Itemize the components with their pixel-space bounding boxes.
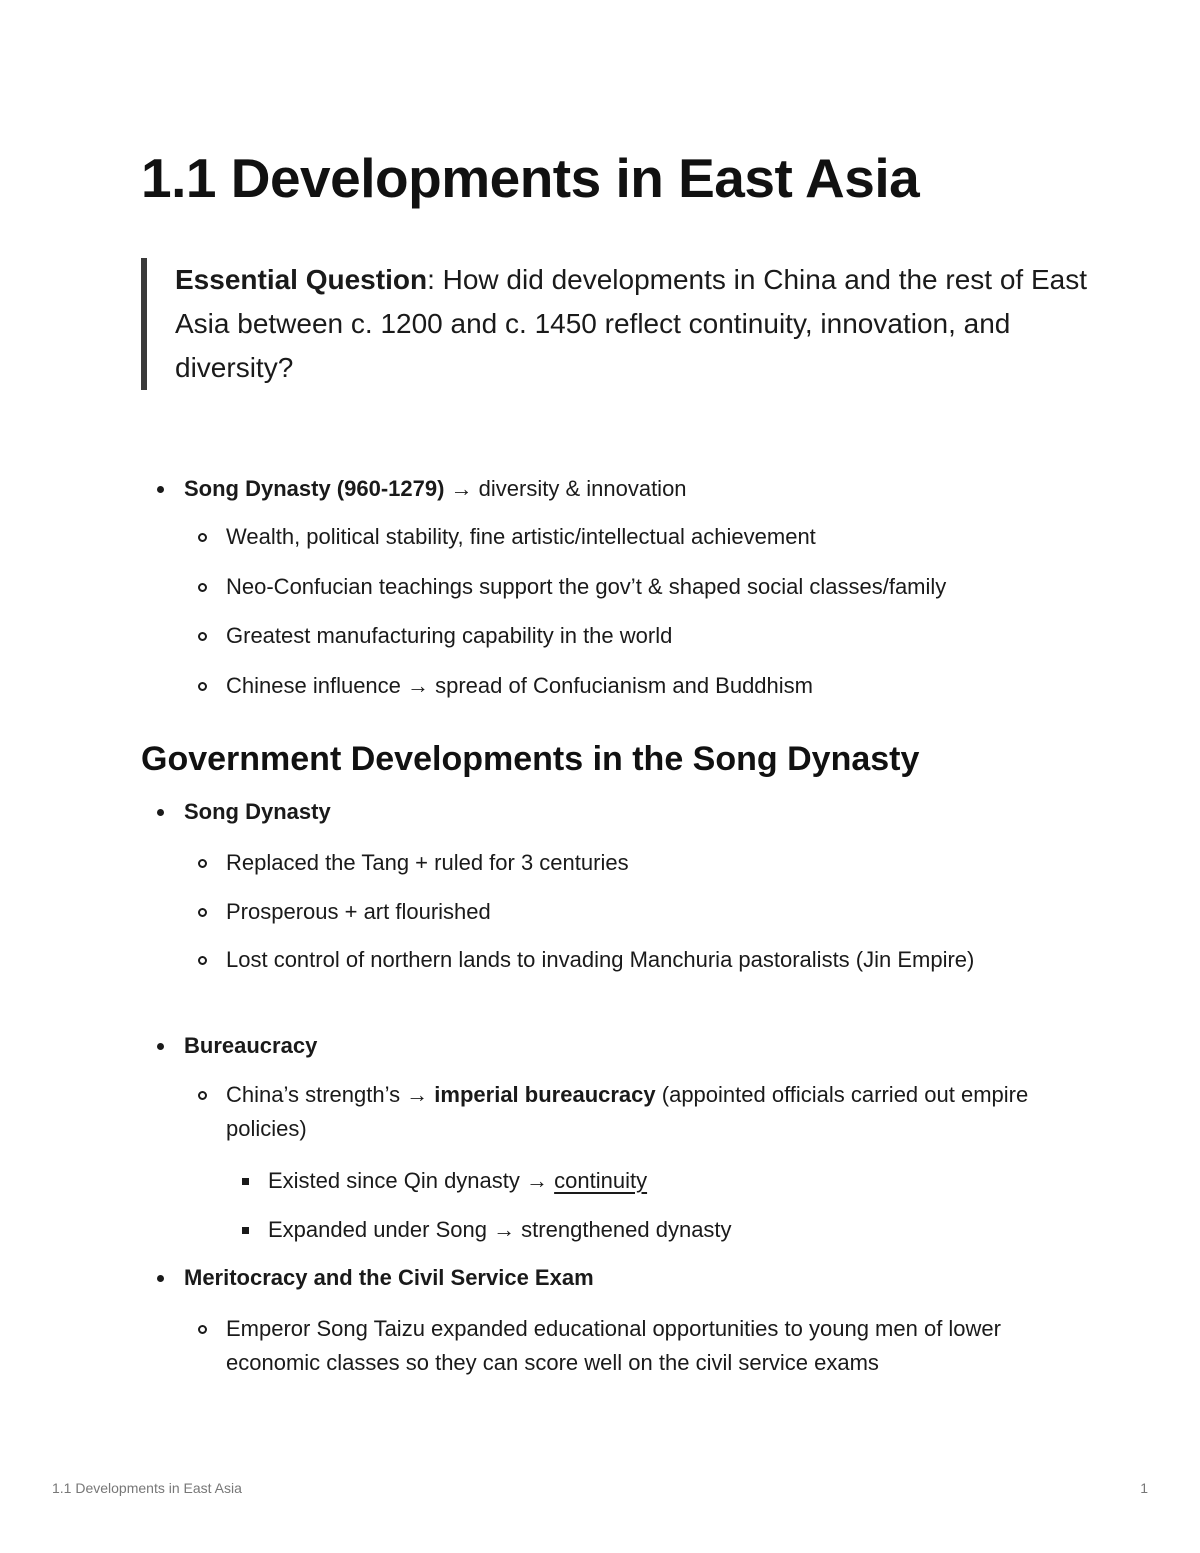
list-item-text: Greatest manufacturing capability in the world bbox=[226, 623, 673, 648]
list-item-song-dynasty-intro bbox=[141, 473, 687, 505]
bullet-disc-icon bbox=[157, 1043, 164, 1050]
list-item bbox=[184, 570, 1064, 604]
bullet-circle-icon bbox=[198, 908, 207, 917]
intro-bold: Song Dynasty (960-1279) bbox=[184, 476, 445, 501]
bullet-circle-icon bbox=[198, 632, 207, 641]
list-item-text: Replaced the Tang + ruled for 3 centuries bbox=[226, 850, 629, 875]
list-item-text: Chinese influence → spread of Confucianism and Buddhism bbox=[226, 673, 813, 698]
section-heading: Government Developments in the Song Dynasty bbox=[141, 740, 920, 778]
list-item bbox=[184, 1078, 1064, 1146]
bullet-circle-icon bbox=[198, 859, 207, 868]
intro-rest: → diversity & innovation bbox=[444, 476, 687, 501]
list-item-text: Wealth, political stability, fine artistic/intellectual achievement bbox=[226, 524, 816, 549]
bullet-circle-icon bbox=[198, 1091, 207, 1100]
list-item-label: Meritocracy and the Civil Service Exam bbox=[184, 1265, 594, 1290]
list-item-text: (appointed officials carried out empire policies) bbox=[226, 1082, 1029, 1141]
list-item-song-dynasty bbox=[141, 796, 331, 828]
bullet-square-icon bbox=[242, 1227, 249, 1234]
list-item bbox=[226, 1165, 1086, 1197]
list-item-label: Bureaucracy bbox=[184, 1033, 318, 1058]
imperial-bureaucracy-term: imperial bureaucracy bbox=[434, 1082, 656, 1107]
bullet-disc-icon bbox=[157, 809, 164, 816]
essential-question-text: How did developments in China and the rest of East Asia between c. 1200 and c. 1450 reflect continuity, innovation, and diversity? bbox=[175, 264, 1088, 383]
list-item bbox=[184, 846, 1064, 880]
list-item bbox=[184, 895, 1064, 929]
list-item bbox=[184, 669, 1064, 703]
footer-title: 1.1 Developments in East Asia bbox=[52, 1480, 242, 1496]
list-item-meritocracy bbox=[141, 1262, 594, 1294]
bullet-circle-icon bbox=[198, 533, 207, 542]
essential-question-label: Essential Question bbox=[175, 264, 428, 295]
list-item bbox=[184, 619, 1064, 653]
essential-question-callout bbox=[141, 258, 1105, 390]
list-item bbox=[184, 1312, 1064, 1380]
list-item-text: Emperor Song Taizu expanded educational opportunities to young men of lower economic classes so they can score well on the civil service exams bbox=[226, 1316, 1001, 1375]
list-item-text: China’s strength’s → bbox=[226, 1082, 435, 1107]
bullet-circle-icon bbox=[198, 956, 207, 965]
bullet-disc-icon bbox=[157, 1275, 164, 1282]
list-item-text: Prosperous + art flourished bbox=[226, 899, 491, 924]
essential-question-separator: : bbox=[427, 264, 435, 295]
bullet-square-icon bbox=[242, 1178, 249, 1185]
list-item-label: Song Dynasty bbox=[184, 799, 331, 824]
bullet-circle-icon bbox=[198, 682, 207, 691]
list-item-text: Lost control of northern lands to invading Manchuria pastoralists (Jin Empire) bbox=[226, 947, 975, 972]
bullet-disc-icon bbox=[157, 486, 164, 493]
list-item bbox=[226, 1214, 1086, 1246]
bullet-circle-icon bbox=[198, 1325, 207, 1334]
list-item-text: Neo-Confucian teachings support the gov’t & shaped social classes/family bbox=[226, 574, 947, 599]
continuity-term: continuity bbox=[554, 1168, 648, 1193]
page-number: 1 bbox=[1140, 1480, 1148, 1496]
page-title: 1.1 Developments in East Asia bbox=[141, 147, 920, 209]
list-item-bureaucracy bbox=[141, 1030, 317, 1062]
list-item-text: Expanded under Song → strengthened dynasty bbox=[268, 1217, 732, 1242]
list-item-text: Existed since Qin dynasty → bbox=[268, 1168, 555, 1193]
list-item bbox=[184, 943, 1064, 977]
bullet-circle-icon bbox=[198, 583, 207, 592]
list-item bbox=[184, 520, 1064, 554]
